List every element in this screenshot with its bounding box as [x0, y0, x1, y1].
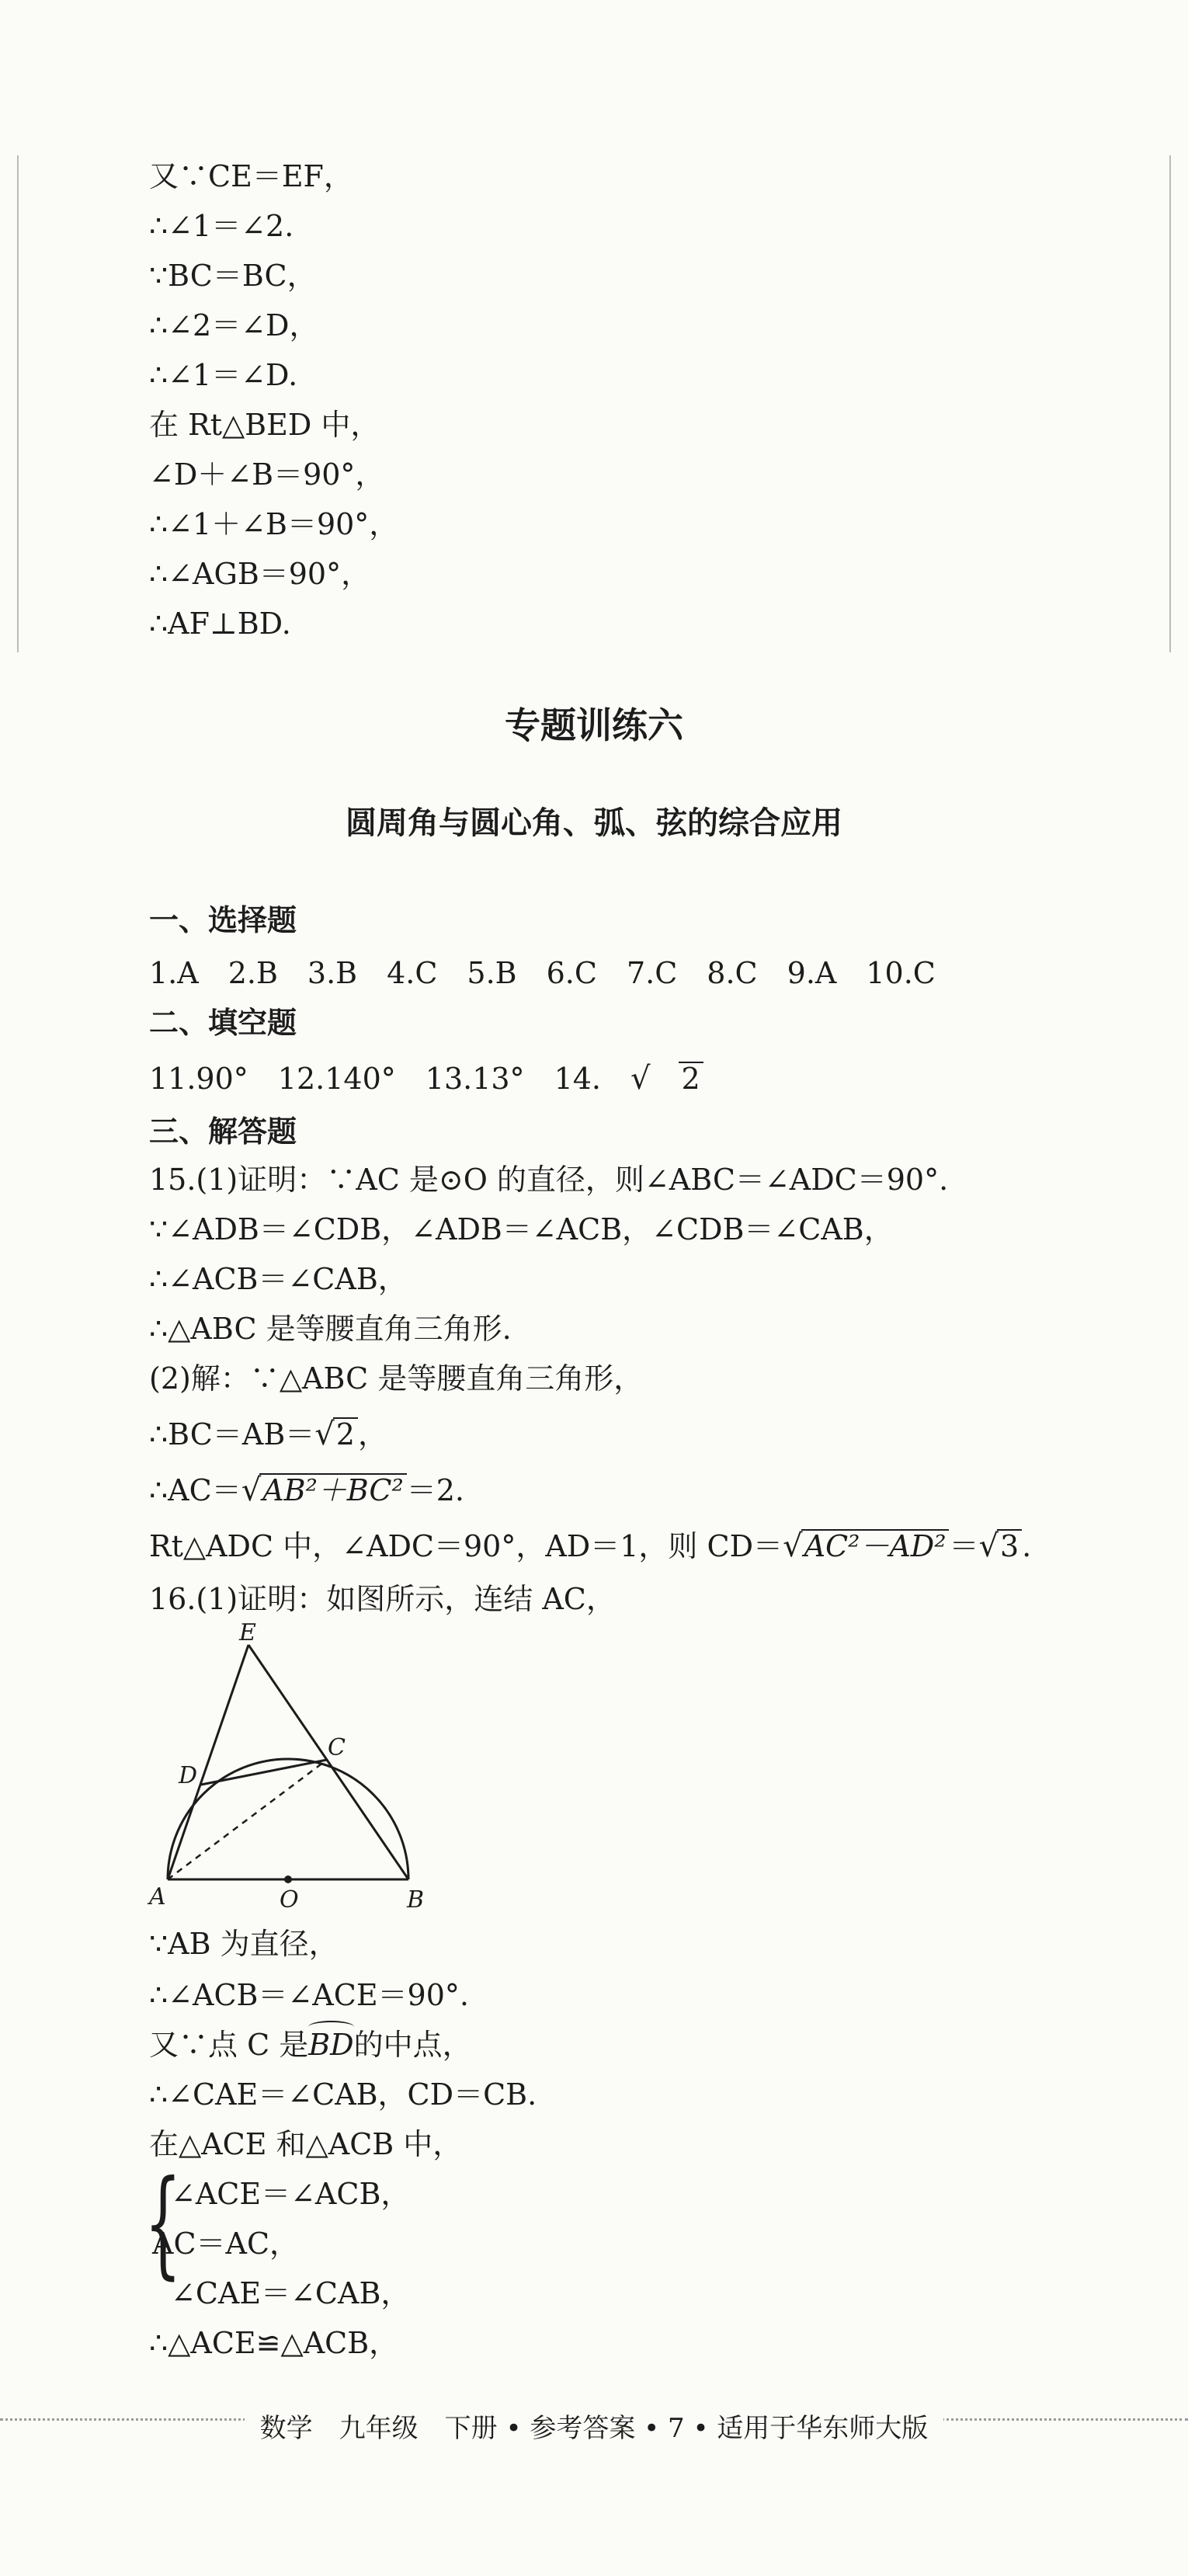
q15-line-8-eq: ＝	[949, 1529, 979, 1563]
label-D: D	[179, 1762, 198, 1789]
q16-line-8: AC＝AC，	[152, 2227, 300, 2261]
q15-line-7-a: ∴AC＝	[149, 1473, 241, 1507]
proof-line-9: ∴∠AGB＝90°，	[149, 557, 371, 591]
q15-line-4: ∴△ABC 是等腰直角三角形.	[149, 1312, 512, 1346]
q15-line-8-b: .	[1022, 1529, 1032, 1563]
sqrt-sign: √	[241, 1472, 262, 1508]
q16-line-10: ∴△ACE≌△ACB，	[149, 2326, 399, 2360]
q15-line-5: (2)解：∵△ABC 是等腰直角三角形，	[149, 1361, 644, 1396]
sqrt-sign: √	[978, 1528, 999, 1564]
proof-line-7: ∠D＋∠B＝90°，	[149, 457, 385, 492]
answer-1: 1.A	[149, 956, 199, 990]
choice-answers	[149, 954, 965, 993]
q16-line-9: ∠CAE＝∠CAB，	[171, 2276, 411, 2310]
answer-14	[554, 1059, 733, 1098]
proof-line-2: ∴∠1＝∠2.	[149, 209, 294, 243]
fill-answers	[149, 1059, 733, 1098]
proof-line-8: ∴∠1＋∠B＝90°，	[149, 507, 399, 541]
q15-line-8-radicand-2: 3	[997, 1529, 1022, 1562]
q15-line-7	[149, 1471, 464, 1510]
proof-line-4: ∴∠2＝∠D，	[149, 308, 319, 342]
q16-line-4	[149, 2025, 472, 2064]
line-EB	[248, 1645, 408, 1879]
answer-10: 10.C	[866, 956, 936, 990]
proof-line-6: 在 Rt△BED 中，	[149, 408, 380, 442]
heading-fill: 二、填空题	[149, 1006, 297, 1040]
answer-5: 5.B	[467, 956, 517, 990]
sqrt-sign: √	[783, 1528, 803, 1564]
q15-line-8-radicand: AC²－AD²	[801, 1529, 950, 1562]
label-E: E	[239, 1623, 256, 1646]
q16-line-2: ∵AB 为直径，	[149, 1927, 339, 1961]
q16-line-5: ∴∠CAE＝∠CAB，CD＝CB.	[149, 2077, 537, 2112]
center-point-O	[284, 1876, 292, 1883]
section-subtitle: 圆周角与圆心角、弧、弦的综合应用	[346, 805, 842, 841]
q15-line-6-b: ，	[357, 1417, 387, 1451]
system-brace: {	[144, 2156, 182, 2291]
arc-BD: BD	[308, 2025, 353, 2064]
heading-choice: 一、选择题	[149, 903, 297, 937]
answer-4: 4.C	[387, 956, 438, 990]
q15-line-8	[149, 1527, 1031, 1566]
answer-6: 6.C	[546, 956, 597, 990]
sqrt-sign: √	[314, 1417, 335, 1452]
sqrt-sign: √	[630, 1061, 651, 1097]
answer-12: 12.140°	[277, 1062, 396, 1096]
section-title: 专题训练六	[505, 704, 683, 746]
proof-line-3-text: ∵BC＝BC，	[149, 259, 317, 293]
proof-line-10: ∴AF⊥BD.	[149, 607, 291, 641]
q15-line-8-a: Rt△ADC 中，∠ADC＝90°，AD＝1，则 CD＝	[149, 1529, 783, 1563]
q15-line-6-a: ∴BC＝AB＝	[149, 1417, 315, 1451]
answer-13: 13.13°	[425, 1062, 525, 1096]
q15-line-1: 15.(1)证明：∵AC 是⊙O 的直径，则∠ABC＝∠ADC＝90°.	[149, 1163, 949, 1197]
answer-14-radicand: 2	[679, 1062, 703, 1094]
footer-text: 数学 九年级 下册 • 参考答案 • 7 • 适用于华东师大版	[245, 2413, 944, 2444]
page-footer	[0, 2411, 1188, 2446]
label-A: A	[149, 1883, 166, 1910]
answer-14-label: 14.	[554, 1062, 601, 1096]
q15-line-6-radicand: 2	[333, 1417, 358, 1450]
answer-11: 11.90°	[149, 1062, 248, 1096]
q16-line-6: 在△ACE 和△ACB 中，	[149, 2127, 463, 2161]
q15-line-7-radicand: AB²＋BC²	[259, 1473, 407, 1506]
answer-9: 9.A	[787, 956, 837, 990]
q16-line-4-a: 又∵点 C 是	[149, 2028, 309, 2062]
q15-line-2: ∵∠ADB＝∠CDB，∠ADB＝∠ACB，∠CDB＝∠CAB，	[149, 1212, 894, 1246]
label-C: C	[328, 1734, 346, 1761]
q15-line-3: ∴∠ACB＝∠CAB，	[149, 1262, 408, 1296]
answer-3: 3.B	[307, 956, 358, 990]
geometry-figure	[140, 1623, 450, 1918]
q15-line-6	[149, 1415, 387, 1454]
q16-line-3: ∴∠ACB＝∠ACE＝90°.	[149, 1978, 469, 2012]
q16-line-1: 16.(1)证明：如图所示，连结 AC，	[149, 1582, 616, 1616]
proof-line-3	[149, 256, 317, 295]
heading-solve: 三、解答题	[149, 1114, 297, 1149]
proof-line-5: ∴∠1＝∠D.	[149, 358, 298, 392]
q16-line-4-b: 的中点，	[353, 2028, 472, 2062]
q15-line-7-b: ＝2.	[406, 1473, 465, 1507]
answer-2: 2.B	[228, 956, 278, 990]
chord-DC	[201, 1760, 327, 1785]
answer-7: 7.C	[626, 956, 678, 990]
label-B: B	[407, 1886, 425, 1914]
q16-line-7: ∠ACE＝∠ACB，	[171, 2177, 411, 2211]
answer-8: 8.C	[707, 956, 758, 990]
label-O: O	[280, 1886, 299, 1914]
left-margin-rule	[17, 155, 19, 652]
proof-line-1: 又∵CE＝EF，	[149, 159, 353, 193]
right-margin-rule	[1169, 155, 1171, 652]
